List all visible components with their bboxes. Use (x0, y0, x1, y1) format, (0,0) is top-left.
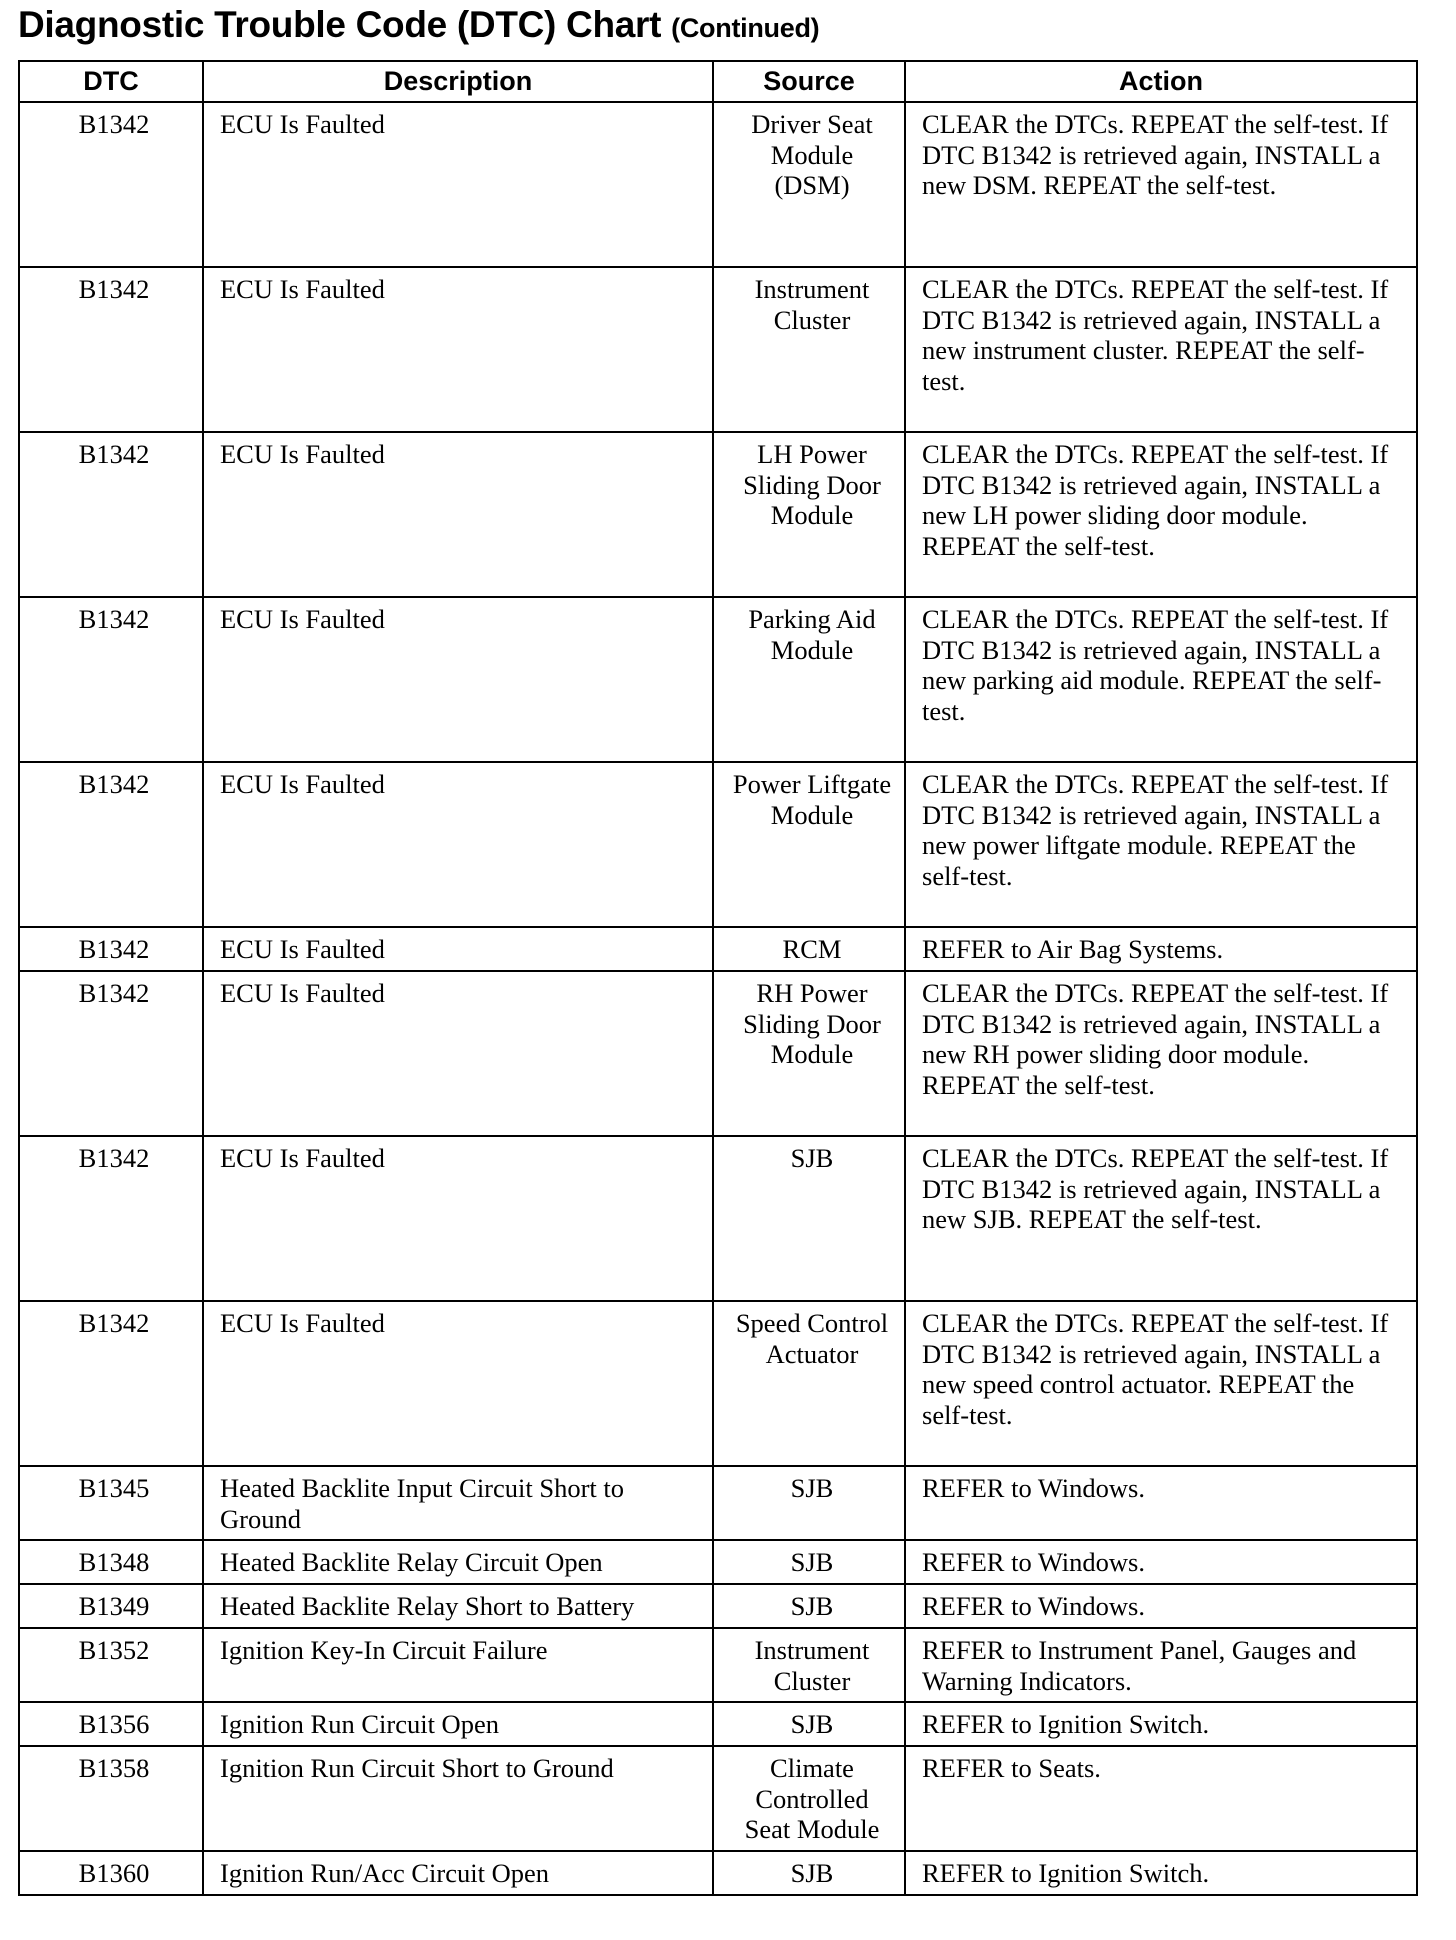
action-cell: REFER to Windows. (905, 1540, 1417, 1584)
action-cell: CLEAR the DTCs. REPEAT the self-test. If DTC B1342 is retrieved again, INSTALL a new parking aid module. REPEAT the self-test. (905, 597, 1417, 762)
action-cell: REFER to Windows. (905, 1466, 1417, 1540)
header-action: Action (905, 61, 1417, 102)
table-row (19, 1628, 1417, 1702)
description-cell: ECU Is Faulted (203, 597, 713, 762)
source-cell: RCM (713, 927, 905, 971)
dtc-cell: B1342 (19, 432, 203, 597)
description-cell: ECU Is Faulted (203, 1136, 713, 1301)
description-cell: Heated Backlite Input Circuit Short to Ground (203, 1466, 713, 1540)
dtc-cell: B1349 (19, 1584, 203, 1628)
table-row (19, 1540, 1417, 1584)
dtc-cell: B1342 (19, 927, 203, 971)
dtc-cell: B1342 (19, 267, 203, 432)
table-row (19, 1301, 1417, 1466)
source-cell: LH Power Sliding Door Module (713, 432, 905, 597)
source-cell: Instrument Cluster (713, 1628, 905, 1702)
action-cell: REFER to Ignition Switch. (905, 1851, 1417, 1895)
action-cell: CLEAR the DTCs. REPEAT the self-test. If DTC B1342 is retrieved again, INSTALL a new power liftgate module. REPEAT the self-test. (905, 762, 1417, 927)
table-row (19, 1702, 1417, 1746)
dtc-cell: B1342 (19, 1136, 203, 1301)
table-row (19, 267, 1417, 432)
table-row (19, 1136, 1417, 1301)
dtc-table (18, 60, 1418, 1896)
header-row (19, 61, 1417, 102)
source-cell: Parking Aid Module (713, 597, 905, 762)
action-cell: CLEAR the DTCs. REPEAT the self-test. If DTC B1342 is retrieved again, INSTALL a new SJB. REPEAT the self-test. (905, 1136, 1417, 1301)
description-cell: Heated Backlite Relay Circuit Open (203, 1540, 713, 1584)
description-cell: Ignition Run/Acc Circuit Open (203, 1851, 713, 1895)
dtc-cell: B1348 (19, 1540, 203, 1584)
dtc-cell: B1352 (19, 1628, 203, 1702)
table-row (19, 432, 1417, 597)
dtc-cell: B1342 (19, 762, 203, 927)
table-row (19, 1746, 1417, 1851)
dtc-cell: B1345 (19, 1466, 203, 1540)
table-row (19, 1466, 1417, 1540)
action-cell: CLEAR the DTCs. REPEAT the self-test. If DTC B1342 is retrieved again, INSTALL a new LH power sliding door module. REPEAT the self-test. (905, 432, 1417, 597)
action-cell: CLEAR the DTCs. REPEAT the self-test. If DTC B1342 is retrieved again, INSTALL a new RH power sliding door module. REPEAT the self-test. (905, 971, 1417, 1136)
action-cell: CLEAR the DTCs. REPEAT the self-test. If DTC B1342 is retrieved again, INSTALL a new instrument cluster. REPEAT the self-test. (905, 267, 1417, 432)
description-cell: ECU Is Faulted (203, 102, 713, 267)
action-cell: REFER to Instrument Panel, Gauges and Warning Indicators. (905, 1628, 1417, 1702)
table-row (19, 762, 1417, 927)
dtc-cell: B1342 (19, 971, 203, 1136)
dtc-cell: B1342 (19, 102, 203, 267)
title-text: Diagnostic Trouble Code (DTC) Chart (18, 4, 662, 45)
description-cell: ECU Is Faulted (203, 432, 713, 597)
action-cell: REFER to Air Bag Systems. (905, 927, 1417, 971)
source-cell: Climate Controlled Seat Module (713, 1746, 905, 1851)
description-cell: Ignition Key-In Circuit Failure (203, 1628, 713, 1702)
description-cell: ECU Is Faulted (203, 971, 713, 1136)
table-row (19, 971, 1417, 1136)
table-row (19, 1584, 1417, 1628)
source-cell: Power Liftgate Module (713, 762, 905, 927)
table-row (19, 102, 1417, 267)
source-cell: RH Power Sliding Door Module (713, 971, 905, 1136)
source-cell: SJB (713, 1466, 905, 1540)
description-cell: ECU Is Faulted (203, 762, 713, 927)
source-cell: Driver Seat Module (DSM) (713, 102, 905, 267)
dtc-cell: B1360 (19, 1851, 203, 1895)
action-cell: CLEAR the DTCs. REPEAT the self-test. If DTC B1342 is retrieved again, INSTALL a new speed control actuator. REPEAT the self-test. (905, 1301, 1417, 1466)
header-source: Source (713, 61, 905, 102)
dtc-cell: B1358 (19, 1746, 203, 1851)
source-cell: SJB (713, 1851, 905, 1895)
header-description: Description (203, 61, 713, 102)
source-cell: Instrument Cluster (713, 267, 905, 432)
action-cell: CLEAR the DTCs. REPEAT the self-test. If DTC B1342 is retrieved again, INSTALL a new DSM. REPEAT the self-test. (905, 102, 1417, 267)
description-cell: ECU Is Faulted (203, 927, 713, 971)
header-dtc: DTC (19, 61, 203, 102)
dtc-cell: B1356 (19, 1702, 203, 1746)
source-cell: SJB (713, 1540, 905, 1584)
table-row (19, 927, 1417, 971)
title-suffix: (Continued) (671, 13, 820, 43)
action-cell: REFER to Ignition Switch. (905, 1702, 1417, 1746)
source-cell: Speed Control Actuator (713, 1301, 905, 1466)
page-title (18, 4, 819, 46)
dtc-cell: B1342 (19, 1301, 203, 1466)
source-cell: SJB (713, 1584, 905, 1628)
dtc-cell: B1342 (19, 597, 203, 762)
description-cell: Ignition Run Circuit Short to Ground (203, 1746, 713, 1851)
table-row (19, 1851, 1417, 1895)
description-cell: Heated Backlite Relay Short to Battery (203, 1584, 713, 1628)
table-row (19, 597, 1417, 762)
description-cell: ECU Is Faulted (203, 1301, 713, 1466)
action-cell: REFER to Windows. (905, 1584, 1417, 1628)
source-cell: SJB (713, 1136, 905, 1301)
action-cell: REFER to Seats. (905, 1746, 1417, 1851)
description-cell: Ignition Run Circuit Open (203, 1702, 713, 1746)
description-cell: ECU Is Faulted (203, 267, 713, 432)
source-cell: SJB (713, 1702, 905, 1746)
